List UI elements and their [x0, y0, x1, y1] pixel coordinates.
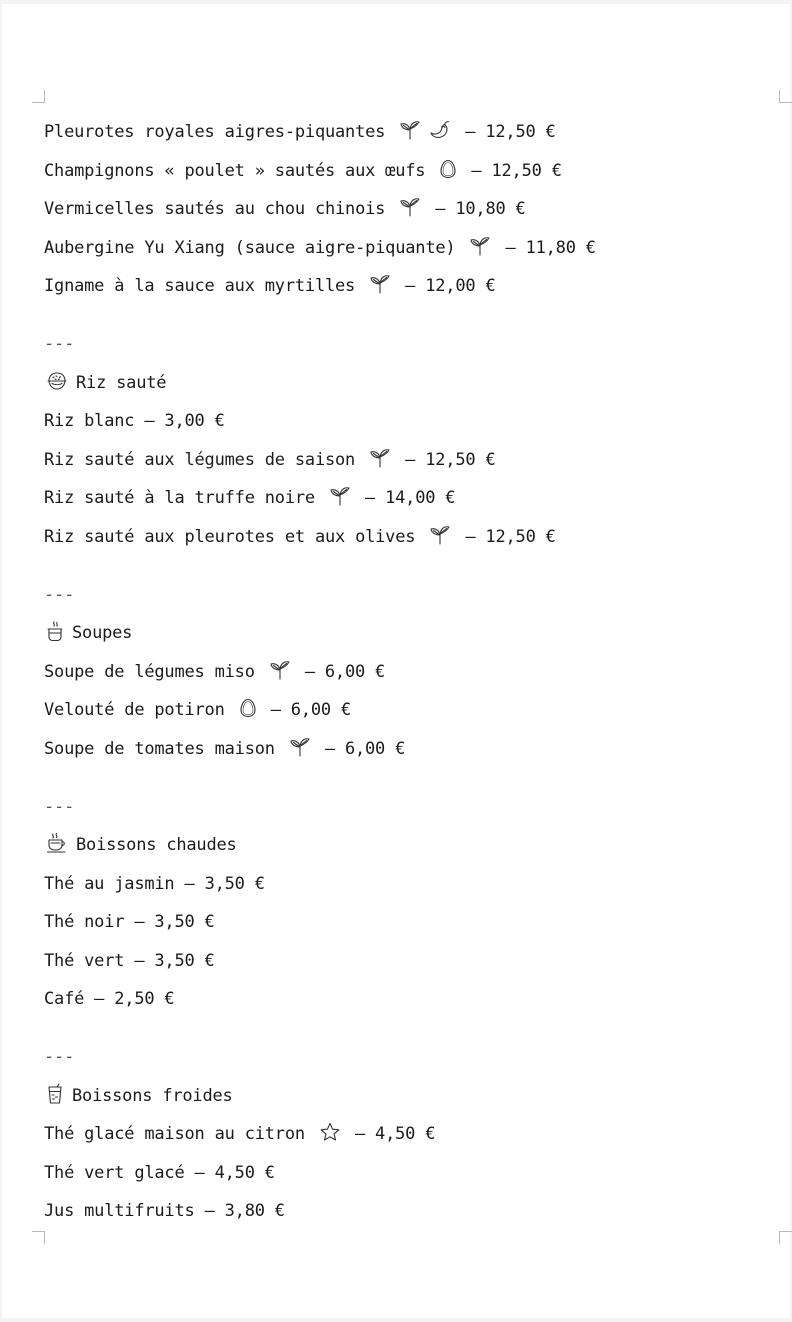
- page-corner-mark: [779, 90, 792, 103]
- hot-beverage-icon: [46, 832, 68, 854]
- menu-item-name: Velouté de potiron: [44, 700, 235, 721]
- menu-item-name: Soupe de légumes miso: [44, 661, 265, 682]
- sprout-icon: [289, 737, 311, 757]
- section-title: Boissons froides: [72, 1085, 233, 1106]
- menu-item: [44, 980, 764, 1019]
- sprout-icon: [399, 120, 421, 140]
- section-separator: ---: [44, 796, 75, 817]
- menu-item-price: – 12,50 €: [455, 122, 556, 142]
- section-separator: ---: [44, 1047, 75, 1068]
- menu-body[interactable]: [44, 113, 764, 1231]
- menu-item-name: Riz sauté aux pleurotes et aux olives: [44, 526, 426, 547]
- menu-item-name: Champignons « poulet » sautés aux œufs: [44, 160, 436, 181]
- sprout-icon: [469, 236, 491, 256]
- menu-item-name: Riz sauté aux légumes de saison: [44, 449, 366, 470]
- menu-item: [44, 691, 764, 730]
- sprout-icon: [399, 197, 421, 217]
- spacer: [44, 769, 764, 788]
- menu-item-price: – 2,50 €: [84, 989, 175, 1010]
- menu-item-price: – 11,80 €: [495, 237, 596, 258]
- menu-item-name: Thé vert glacé: [44, 1162, 185, 1183]
- section-title: Boissons chaudes: [76, 835, 237, 856]
- menu-item-price: – 10,80 €: [425, 199, 526, 220]
- section-title: Soupes: [72, 623, 133, 644]
- menu-item-price: – 12,50 €: [461, 160, 562, 181]
- menu-item-price: – 12,00 €: [395, 276, 496, 297]
- section-heading: [44, 364, 764, 403]
- menu-item: [44, 653, 764, 692]
- menu-item-name: Igname à la sauce aux myrtilles: [44, 276, 366, 297]
- menu-item: [44, 113, 764, 152]
- star-icon: [319, 1122, 341, 1142]
- menu-item: [44, 441, 764, 480]
- menu-item-name: Pleurotes royales aigres-piquantes: [44, 122, 396, 142]
- cold-cup-icon: [46, 1083, 64, 1105]
- egg-icon: [439, 159, 457, 179]
- menu-item-name: Jus multifruits: [44, 1201, 195, 1222]
- sprout-icon: [329, 486, 351, 506]
- menu-item-price: – 6,00 €: [260, 700, 351, 721]
- menu-item-name: Riz sauté à la truffe noire: [44, 488, 325, 509]
- menu-item-price: – 3,50 €: [124, 912, 215, 933]
- menu-item-price: – 6,00 €: [314, 738, 406, 759]
- menu-item: [44, 942, 764, 981]
- page-corner-mark: [32, 90, 45, 103]
- spacer: [44, 306, 764, 325]
- menu-item: [44, 479, 764, 518]
- sprout-icon: [369, 274, 391, 294]
- menu-item-price: – 12,50 €: [455, 526, 556, 547]
- section-separator: ---: [44, 584, 75, 605]
- section-heading: [44, 826, 764, 865]
- menu-item: [44, 730, 764, 769]
- spacer: [44, 1019, 764, 1038]
- section-title: Riz sauté: [76, 372, 167, 393]
- section-heading: [44, 1077, 764, 1116]
- menu-item-price: – 3,00 €: [134, 411, 225, 432]
- menu-item-price: – 3,50 €: [174, 873, 265, 894]
- menu-item-name: Riz blanc: [44, 411, 135, 432]
- document-page: [2, 4, 790, 1318]
- menu-item: [44, 402, 764, 441]
- menu-item: [44, 865, 764, 904]
- menu-item-name: Thé au jasmin: [44, 873, 175, 894]
- menu-item-price: – 12,50 €: [395, 449, 496, 470]
- menu-item: [44, 1154, 764, 1193]
- menu-item-price: – 3,80 €: [194, 1201, 285, 1222]
- menu-item: [44, 903, 764, 942]
- menu-item: [44, 1115, 764, 1154]
- egg-icon: [239, 698, 257, 718]
- menu-item: [44, 229, 764, 268]
- menu-item: [44, 1192, 764, 1231]
- menu-item-name: Thé noir: [44, 912, 125, 933]
- menu-item-name: Aubergine Yu Xiang (sauce aigre-piquante): [44, 237, 466, 258]
- menu-item-price: – 4,50 €: [184, 1162, 275, 1183]
- menu-item: [44, 190, 764, 229]
- menu-item-price: – 6,00 €: [294, 661, 386, 682]
- sprout-icon: [369, 448, 391, 468]
- sprout-icon: [269, 660, 291, 680]
- page-corner-mark: [779, 1231, 792, 1244]
- spacer: [44, 557, 764, 576]
- menu-item-name: Café: [44, 989, 85, 1010]
- menu-item-price: – 3,50 €: [124, 950, 215, 971]
- rice-bowl-icon: [46, 371, 68, 391]
- menu-item-name: Thé vert: [44, 950, 125, 971]
- menu-item: [44, 267, 764, 306]
- menu-item-price: – 4,50 €: [344, 1124, 436, 1145]
- menu-item-name: Vermicelles sautés au chou chinois: [44, 199, 396, 220]
- page-corner-mark: [32, 1231, 45, 1244]
- menu-item: [44, 518, 764, 557]
- menu-item-name: Soupe de tomates maison: [44, 738, 285, 759]
- menu-item-price: – 14,00 €: [354, 488, 456, 509]
- section-separator: ---: [44, 333, 75, 354]
- menu-item: [44, 152, 764, 191]
- menu-item-name: Thé glacé maison au citron: [44, 1124, 315, 1145]
- sprout-icon: [429, 525, 451, 545]
- chili-icon: [429, 120, 451, 140]
- soup-pot-icon: [46, 620, 64, 642]
- section-heading: [44, 614, 764, 653]
